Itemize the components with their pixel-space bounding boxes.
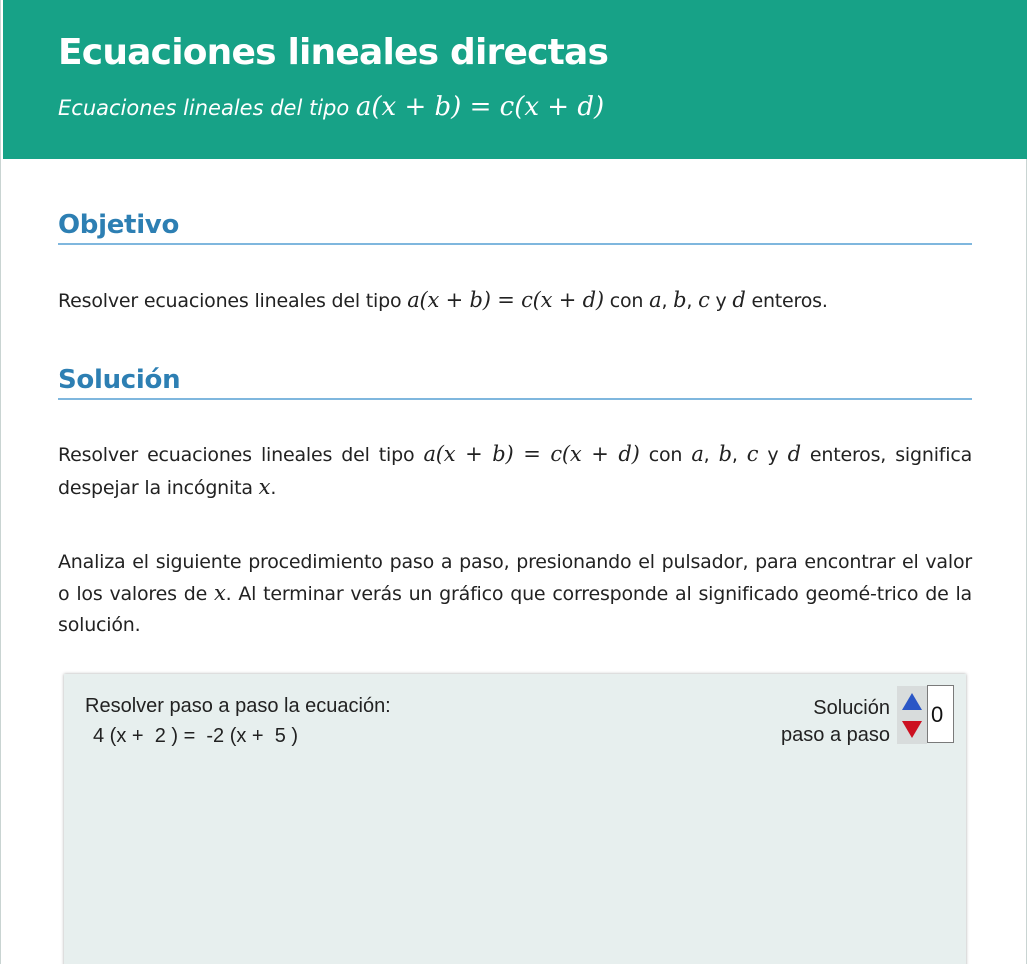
step-spinner-input[interactable]: 0 [927,685,954,743]
solucion-p1-var-a: a [691,442,704,466]
page-subtitle [58,92,604,122]
objetivo-var-a: a [649,288,662,312]
spinner-label-line-1: Solución [813,697,890,719]
scene-title: Resolver paso a paso la ecuación: [85,695,391,717]
spinner-label-line-2: paso a paso [781,724,890,746]
objetivo-var-c: c [698,288,710,312]
step-by-step-scene[interactable] [64,674,966,964]
scene-equation: 4 (x + 2 ) = -2 (x + 5 ) [93,725,299,747]
section-heading-objetivo: Objetivo [58,210,972,245]
solucion-p1-var-x: x [258,475,271,499]
triangle-down-icon[interactable] [902,721,922,738]
solucion-p1-var-b: b [718,442,732,466]
solucion-p2-var-x: x [213,581,226,605]
objetivo-paragraph [58,284,972,317]
solucion-p1-var-c: c [746,442,759,466]
triangle-up-icon[interactable] [902,693,922,710]
objetivo-text-after: enteros. [751,290,828,312]
page-title: Ecuaciones lineales directas [58,32,609,73]
objetivo-sep-1: , [661,290,668,312]
objetivo-text-y: y [715,290,727,312]
objetivo-var-b: b [673,288,687,312]
solucion-p1-end: . [270,477,277,499]
solucion-p1-text-after: enteros, significa despejar la incógnita [58,444,973,499]
solucion-p1-text-con: con [648,444,683,466]
solucion-p1-text-y: y [767,444,779,466]
section-heading-solucion: Solución [58,365,972,400]
solucion-paragraph-2 [58,547,972,641]
objetivo-var-d: d [732,288,746,312]
subtitle-text: Ecuaciones lineales del tipo [58,96,350,120]
solucion-p1-formula: a(x + b) = c(x + d) [423,442,640,466]
step-spinner-buttons [897,686,927,744]
objetivo-text-con: con [609,290,644,312]
page-header [3,0,1027,159]
solucion-paragraph-1 [58,438,972,504]
solucion-p1-sep-2: , [731,444,738,466]
objetivo-text-before: Resolver ecuaciones lineales del tipo [58,290,402,312]
objetivo-formula: a(x + b) = c(x + d) [407,288,604,312]
subtitle-formula: a(x + b) = c(x + d) [355,92,605,122]
solucion-p1-sep-1: , [703,444,710,466]
solucion-p1-text-before: Resolver ecuaciones lineales del tipo [58,444,415,466]
spinner-label [781,695,890,749]
objetivo-sep-2: , [686,290,693,312]
solucion-p2-text-before: Analiza el siguiente procedimiento paso a paso, presionando el pulsador, para encontrar el valor o los valores de [58,551,972,605]
solucion-p1-var-d: d [787,442,801,466]
solucion-p2-text-after: . Al terminar verás un gráfico que corresponde al significado geomé-trico de la solución. [58,583,972,636]
